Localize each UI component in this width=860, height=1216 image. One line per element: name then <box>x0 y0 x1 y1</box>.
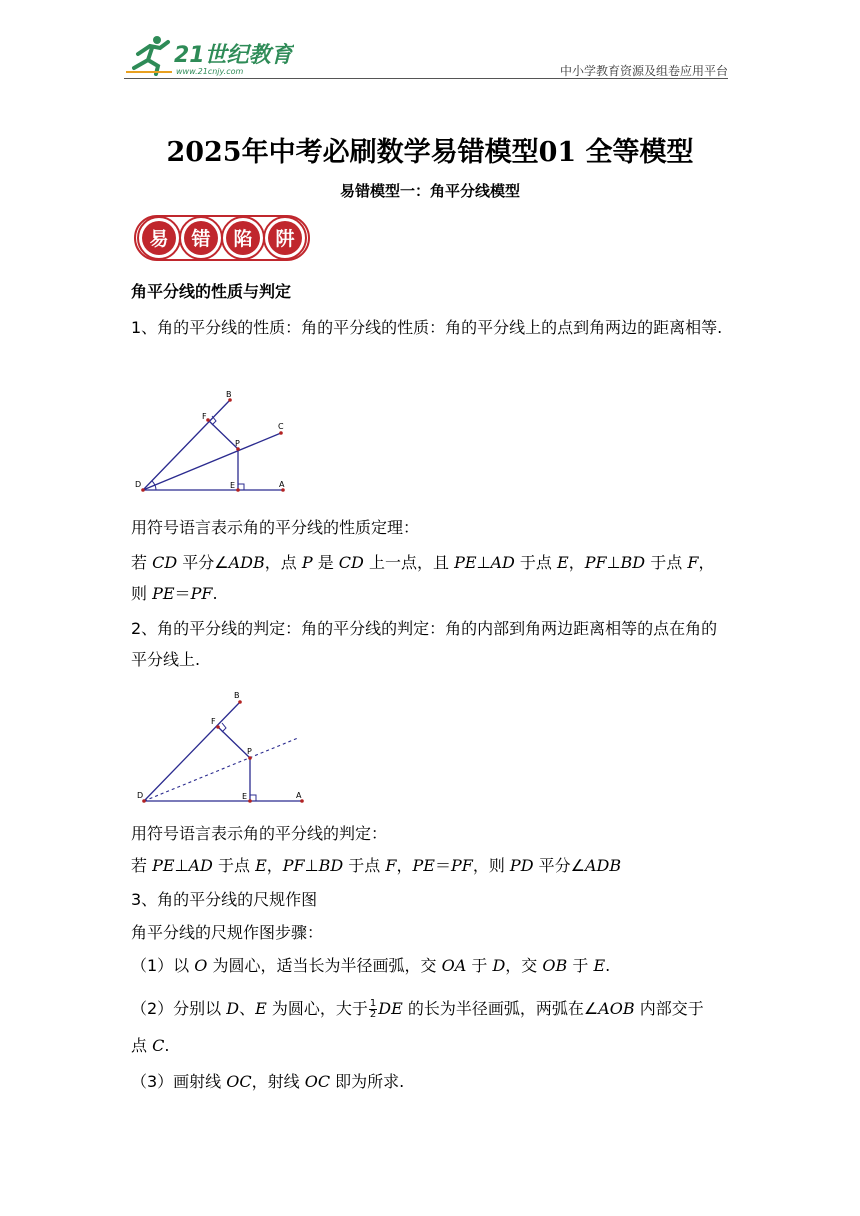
label-c: C <box>278 422 284 431</box>
pitfall-badge <box>133 210 313 268</box>
label-p-2: P <box>247 747 252 756</box>
label-a-2: A <box>296 791 302 800</box>
page-subtitle: 易错模型一：角平分线模型 <box>339 182 520 200</box>
symbolic-criterion-statement: 若 PE⊥AD 于点 E，PF⊥BD 于点 F，PE＝PF，则 PD 平分∠ADB <box>131 856 622 875</box>
label-a: A <box>279 480 285 489</box>
construction-step-3: （3）画射线 OC，射线 OC 即为所求. <box>131 1072 405 1091</box>
label-d-2: D <box>137 791 144 800</box>
badge-char-3: 陷 <box>233 228 253 250</box>
page-header <box>0 0 860 80</box>
badge-circle-4 <box>264 217 306 259</box>
section-heading: 角平分线的性质与判定 <box>131 282 292 301</box>
badge-circle-2 <box>180 217 222 259</box>
figure-bisector-criterion <box>130 688 310 808</box>
label-f: F <box>202 412 207 421</box>
criterion-paragraph: 2、角的平分线的判定：角的平分线的判定：角的内部到角两边距离相等的点在角的平分线上. <box>131 619 718 669</box>
header-platform-text: 中小学教育资源及组卷应用平台 <box>559 64 728 78</box>
symbolic-criterion-intro: 用符号语言表示角的平分线的判定： <box>131 824 388 843</box>
construction-steps-intro: 角平分线的尺规作图步骤： <box>131 923 324 942</box>
ray-dc <box>143 433 281 490</box>
label-f-2: F <box>211 717 216 726</box>
badge-circle-3 <box>222 217 264 259</box>
construction-step-2: （2）分别以 D、E 为圆心，大于 $\frac{1}{2}$ DE 的长为半径画弧，两弧在∠AOB 内部交于 点 C. <box>131 998 704 1055</box>
header-divider <box>124 78 728 79</box>
logo-url-text: www.21cnjy.com <box>176 67 244 76</box>
site-logo <box>124 34 294 80</box>
label-p: P <box>235 439 240 448</box>
badge-char-2: 错 <box>191 228 211 250</box>
dashed-bisector <box>144 738 298 801</box>
ray-db <box>143 400 230 490</box>
page-title: 2025年中考必刷数学易错模型01 全等模型 <box>166 137 694 168</box>
construction-step-1: （1）以 O 为圆心，适当长为半径画弧，交 OA 于 D，交 OB 于 E. <box>131 956 611 975</box>
logo-text: 21世纪教育 <box>174 43 293 68</box>
fraction-one-half: $\frac{1}{2}$ <box>369 998 377 1020</box>
logo-icon <box>124 34 294 76</box>
label-e: E <box>230 481 236 490</box>
badge-circle-1 <box>138 217 180 259</box>
label-e-2: E <box>242 792 248 801</box>
symbolic-property-intro: 用符号语言表示角的平分线的性质定理： <box>131 518 420 537</box>
badge-char-1: 易 <box>149 228 169 250</box>
label-d: D <box>135 480 142 489</box>
property-paragraph: 1、角的平分线的性质：角的平分线的性质：角的平分线上的点到角两边的距离相等. <box>131 318 723 337</box>
ray-db-2 <box>144 702 240 801</box>
badge-char-4: 阱 <box>275 228 295 250</box>
label-b: B <box>226 390 232 399</box>
figure-bisector-property <box>128 386 298 498</box>
symbolic-property-statement: 若 CD 平分∠ADB，点 P 是 CD 上一点，且 PE⊥AD 于点 E，PF⊥BD 于点 F， 则 PE＝PF. <box>131 553 715 603</box>
label-b-2: B <box>234 691 240 700</box>
construction-heading: 3、角的平分线的尺规作图 <box>131 890 318 909</box>
